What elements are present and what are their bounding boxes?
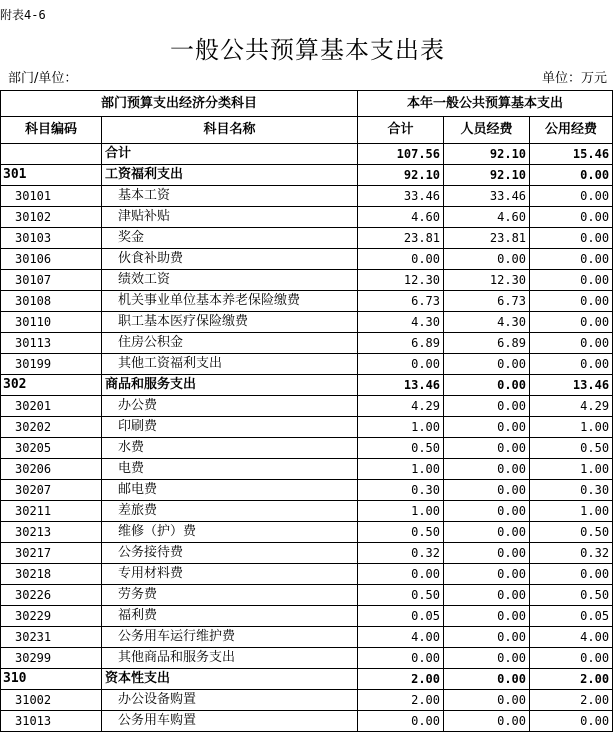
row-name: 印刷费: [102, 417, 358, 438]
row-code: 30231: [1, 627, 102, 648]
table-group-header: [1, 91, 613, 117]
row-name: 绩效工资: [102, 270, 358, 291]
row-name: 水费: [102, 438, 358, 459]
table-row: [1, 417, 613, 438]
row-public: 0.00: [530, 564, 613, 585]
row-total: 2.00: [358, 669, 444, 690]
column-header-code: 科目编码: [1, 117, 102, 144]
row-public: 0.00: [530, 249, 613, 270]
table-row: [1, 354, 613, 375]
row-total: 0.00: [358, 564, 444, 585]
row-public: 0.00: [530, 711, 613, 732]
row-public: 1.00: [530, 501, 613, 522]
row-code: 30202: [1, 417, 102, 438]
row-code: 31013: [1, 711, 102, 732]
row-public: 0.00: [530, 312, 613, 333]
row-name: 商品和服务支出: [102, 375, 358, 396]
row-name: 机关事业单位基本养老保险缴费: [102, 291, 358, 312]
row-public: 0.00: [530, 270, 613, 291]
row-code: 30226: [1, 585, 102, 606]
table-row: [1, 396, 613, 417]
column-header-name: 科目名称: [102, 117, 358, 144]
table-row: [1, 291, 613, 312]
column-header-total: 合计: [358, 117, 444, 144]
table-row: [1, 501, 613, 522]
row-name: 办公设备购置: [102, 690, 358, 711]
row-code: [1, 144, 102, 165]
row-total: 0.50: [358, 438, 444, 459]
unit-label: 单位：万元: [541, 71, 607, 86]
row-name: 伙食补助费: [102, 249, 358, 270]
row-name: 邮电费: [102, 480, 358, 501]
row-personnel: 0.00: [444, 690, 530, 711]
row-name: 工资福利支出: [102, 165, 358, 186]
table-row: [1, 606, 613, 627]
row-code: 302: [1, 375, 102, 396]
row-code: 30299: [1, 648, 102, 669]
row-code: 30207: [1, 480, 102, 501]
row-personnel: 0.00: [444, 648, 530, 669]
row-personnel: 0.00: [444, 501, 530, 522]
row-name: 奖金: [102, 228, 358, 249]
row-public: 0.50: [530, 522, 613, 543]
table-row: [1, 543, 613, 564]
row-total: 1.00: [358, 459, 444, 480]
row-total: 1.00: [358, 417, 444, 438]
group-header-right: 本年一般公共预算基本支出: [358, 91, 613, 117]
table-column-header: [1, 117, 613, 144]
table-row: [1, 207, 613, 228]
row-personnel: 12.30: [444, 270, 530, 291]
row-public: 0.00: [530, 291, 613, 312]
row-total: 6.89: [358, 333, 444, 354]
row-name: 其他商品和服务支出: [102, 648, 358, 669]
column-header-public: 公用经费: [530, 117, 613, 144]
table-row: [1, 648, 613, 669]
row-name: 公务用车购置: [102, 711, 358, 732]
row-code: 30229: [1, 606, 102, 627]
row-personnel: 92.10: [444, 165, 530, 186]
row-personnel: 6.73: [444, 291, 530, 312]
table-row: [1, 186, 613, 207]
row-total: 4.29: [358, 396, 444, 417]
row-personnel: 0.00: [444, 438, 530, 459]
table-row: [1, 165, 613, 186]
table-row: [1, 333, 613, 354]
row-name: 其他工资福利支出: [102, 354, 358, 375]
row-total: 33.46: [358, 186, 444, 207]
row-public: 0.30: [530, 480, 613, 501]
row-code: 30206: [1, 459, 102, 480]
row-total: 23.81: [358, 228, 444, 249]
row-name: 办公费: [102, 396, 358, 417]
row-personnel: 0.00: [444, 543, 530, 564]
row-name: 基本工资: [102, 186, 358, 207]
row-name: 公务用车运行维护费: [102, 627, 358, 648]
row-personnel: 0.00: [444, 459, 530, 480]
row-name: 维修（护）费: [102, 522, 358, 543]
row-name: 差旅费: [102, 501, 358, 522]
table-row: [1, 312, 613, 333]
department-label: 部门/单位：: [8, 71, 78, 86]
row-public: 4.29: [530, 396, 613, 417]
table-row: [1, 459, 613, 480]
row-name: 公务接待费: [102, 543, 358, 564]
row-personnel: 0.00: [444, 606, 530, 627]
row-code: 30110: [1, 312, 102, 333]
row-personnel: 0.00: [444, 396, 530, 417]
row-code: 30113: [1, 333, 102, 354]
row-name: 职工基本医疗保险缴费: [102, 312, 358, 333]
row-total: 0.00: [358, 711, 444, 732]
row-total: 107.56: [358, 144, 444, 165]
row-personnel: 4.30: [444, 312, 530, 333]
row-public: 0.05: [530, 606, 613, 627]
row-code: 30107: [1, 270, 102, 291]
table-row: [1, 480, 613, 501]
row-public: 0.00: [530, 333, 613, 354]
row-personnel: 0.00: [444, 480, 530, 501]
row-public: 2.00: [530, 669, 613, 690]
row-code: 301: [1, 165, 102, 186]
row-total: 0.30: [358, 480, 444, 501]
row-public: 0.32: [530, 543, 613, 564]
row-name: 福利费: [102, 606, 358, 627]
row-public: 0.00: [530, 165, 613, 186]
row-personnel: 0.00: [444, 354, 530, 375]
row-total: 0.05: [358, 606, 444, 627]
row-personnel: 92.10: [444, 144, 530, 165]
table-row: [1, 375, 613, 396]
row-public: 2.00: [530, 690, 613, 711]
row-total: 0.00: [358, 354, 444, 375]
row-public: 15.46: [530, 144, 613, 165]
row-public: 1.00: [530, 459, 613, 480]
table-row: [1, 585, 613, 606]
row-personnel: 0.00: [444, 522, 530, 543]
row-code: 30102: [1, 207, 102, 228]
row-personnel: 4.60: [444, 207, 530, 228]
row-public: 4.00: [530, 627, 613, 648]
row-name: 劳务费: [102, 585, 358, 606]
row-public: 0.00: [530, 354, 613, 375]
row-total: 2.00: [358, 690, 444, 711]
row-total: 0.50: [358, 522, 444, 543]
row-code: 30205: [1, 438, 102, 459]
row-total: 0.00: [358, 249, 444, 270]
row-total: 4.30: [358, 312, 444, 333]
row-total: 1.00: [358, 501, 444, 522]
row-personnel: 0.00: [444, 375, 530, 396]
row-public: 0.00: [530, 648, 613, 669]
row-name: 津贴补贴: [102, 207, 358, 228]
row-total: 12.30: [358, 270, 444, 291]
row-code: 30106: [1, 249, 102, 270]
table-row: [1, 438, 613, 459]
row-personnel: 23.81: [444, 228, 530, 249]
row-code: 30211: [1, 501, 102, 522]
row-code: 30217: [1, 543, 102, 564]
row-public: 13.46: [530, 375, 613, 396]
row-total: 13.46: [358, 375, 444, 396]
row-personnel: 6.89: [444, 333, 530, 354]
row-public: 1.00: [530, 417, 613, 438]
row-public: 0.50: [530, 585, 613, 606]
column-header-personnel: 人员经费: [444, 117, 530, 144]
row-personnel: 0.00: [444, 417, 530, 438]
row-code: 30101: [1, 186, 102, 207]
row-personnel: 0.00: [444, 669, 530, 690]
table-row: [1, 249, 613, 270]
row-name: 专用材料费: [102, 564, 358, 585]
row-total: 0.50: [358, 585, 444, 606]
row-personnel: 33.46: [444, 186, 530, 207]
table-row: [1, 270, 613, 291]
table-row: [1, 669, 613, 690]
row-personnel: 0.00: [444, 627, 530, 648]
row-personnel: 0.00: [444, 249, 530, 270]
row-total: 0.32: [358, 543, 444, 564]
attachment-label: 附表4-6: [0, 8, 46, 22]
row-public: 0.00: [530, 186, 613, 207]
row-name: 电费: [102, 459, 358, 480]
row-code: 310: [1, 669, 102, 690]
row-public: 0.00: [530, 207, 613, 228]
row-code: 30213: [1, 522, 102, 543]
row-total: 0.00: [358, 648, 444, 669]
group-header-left: 部门预算支出经济分类科目: [1, 91, 358, 117]
row-name: 资本性支出: [102, 669, 358, 690]
table-row: [1, 522, 613, 543]
page-title: 一般公共预算基本支出表: [170, 36, 445, 64]
row-code: 30199: [1, 354, 102, 375]
row-code: 30218: [1, 564, 102, 585]
table-row: [1, 627, 613, 648]
table-row: [1, 144, 613, 165]
row-code: 30103: [1, 228, 102, 249]
row-total: 4.60: [358, 207, 444, 228]
row-total: 4.00: [358, 627, 444, 648]
row-code: 30201: [1, 396, 102, 417]
row-total: 6.73: [358, 291, 444, 312]
row-code: 31002: [1, 690, 102, 711]
table-row: [1, 690, 613, 711]
row-public: 0.00: [530, 228, 613, 249]
row-name: 住房公积金: [102, 333, 358, 354]
row-code: 30108: [1, 291, 102, 312]
row-public: 0.50: [530, 438, 613, 459]
table-row: [1, 228, 613, 249]
row-personnel: 0.00: [444, 585, 530, 606]
row-personnel: 0.00: [444, 711, 530, 732]
budget-table: [0, 90, 613, 732]
table-row: [1, 711, 613, 732]
row-personnel: 0.00: [444, 564, 530, 585]
row-total: 92.10: [358, 165, 444, 186]
table-row: [1, 564, 613, 585]
row-name: 合计: [102, 144, 358, 165]
